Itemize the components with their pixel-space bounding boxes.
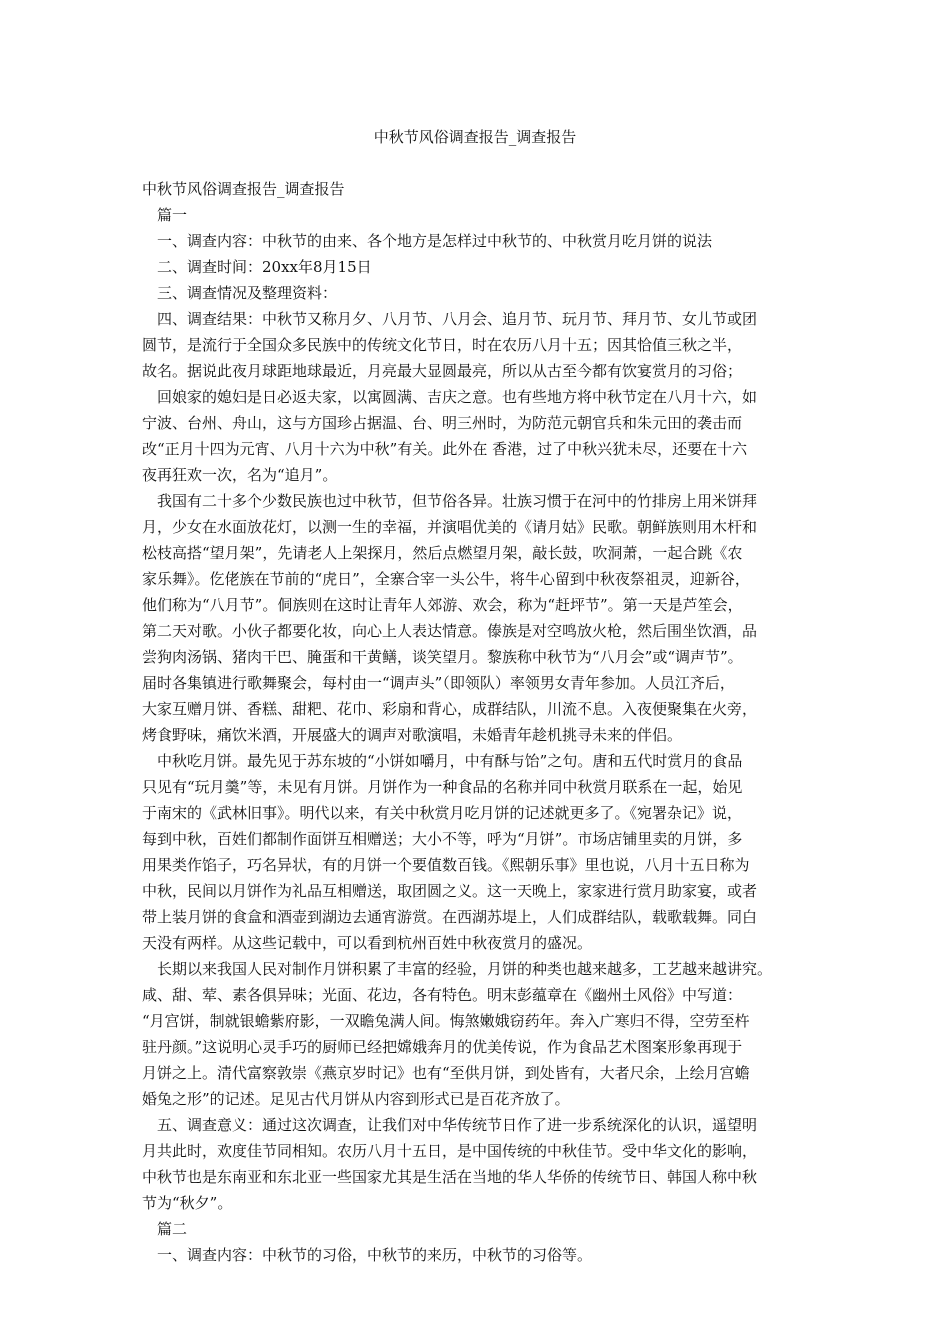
text-line: 二、调查时间：20xx年8月15日 bbox=[142, 258, 372, 276]
text-line: 他们称为“八月节”。侗族则在这时让青年人郊游、欢会，称为“赶坪节”。第一天是芦笙会， bbox=[142, 596, 743, 614]
text-line: 五、调查意义：通过这次调查，让我们对中华传统节日作了进一步系统深化的认识，遥望明 bbox=[142, 1116, 758, 1134]
document-title: 中秋节风俗调查报告_调查报告 bbox=[373, 128, 577, 146]
text-line: 我国有二十多个少数民族也过中秋节，但节俗各异。壮族习惯于在河中的竹排房上用米饼拜 bbox=[142, 492, 758, 510]
text-line: 带上装月饼的食盒和酒壶到湖边去通宵游赏。在西湖苏堤上，人们成群结队，载歌载舞。同白 bbox=[142, 908, 758, 926]
text-line: 夜再狂欢一次，名为“追月”。 bbox=[142, 466, 338, 484]
text-line: 中秋，民间以月饼作为礼品互相赠送，取团圆之义。这一天晚上，家家进行赏月助家宴，或者 bbox=[142, 882, 758, 900]
text-line: 家乐舞》。仡佬族在节前的“虎日”，全寨合宰一头公牛，将牛心留到中秋夜祭祖灵，迎新谷， bbox=[142, 570, 750, 588]
text-line: 长期以来我国人民对制作月饼积累了丰富的经验，月饼的种类也越来越多，工艺越来越讲究。 bbox=[142, 960, 773, 978]
text-line: 第二天对歌。小伙子都要化妆，向心上人表达情意。傣族是对空鸣放火枪，然后围坐饮酒，品 bbox=[142, 622, 758, 640]
text-line: 咸、甜、荤、素各俱异味；光面、花边，各有特色。明末彭蕴章在《幽州土风俗》中写道： bbox=[142, 986, 743, 1004]
text-line: 婚兔之形”的记述。足见古代月饼从内容到形式已是百花齐放了。 bbox=[142, 1090, 570, 1108]
text-line: 月，少女在水面放花灯，以测一生的幸福，并演唱优美的《请月姑》民歌。朝鲜族则用木杆和 bbox=[142, 518, 758, 536]
text-line: 宁波、台州、舟山，这与方国珍占据温、台、明三州时，为防范元朝官兵和朱元田的袭击而 bbox=[142, 414, 743, 432]
text-line: 大家互赠月饼、香糕、甜粑、花巾、彩扇和背心，成群结队，川流不息。入夜便聚集在火旁， bbox=[142, 700, 758, 718]
text-line: 一、调查内容：中秋节的由来、各个地方是怎样过中秋节的、中秋赏月吃月饼的说法 bbox=[142, 232, 713, 250]
text-line: 故名。据说此夜月球距地球最近，月亮最大显圆最亮，所以从古至今都有饮宴赏月的习俗； bbox=[142, 362, 743, 380]
text-line: 尝狗肉汤锅、猪肉干巴、腌蛋和干黄鳝，谈笑望月。黎族称中秋节为“八月会”或“调声节”。 bbox=[142, 648, 743, 666]
text-line: 用果类作馅子，巧名异状，有的月饼一个要值数百钱。《熙朝乐事》里也说，八月十五日称为 bbox=[142, 856, 750, 874]
text-line: 一、调查内容：中秋节的习俗，中秋节的来历，中秋节的习俗等。 bbox=[142, 1246, 593, 1264]
text-line: 月饼之上。清代富察敦崇《燕京岁时记》也有“至供月饼，到处皆有，大者尺余，上绘月宫蟾 bbox=[142, 1064, 750, 1082]
text-line: 中秋节也是东南亚和东北亚一些国家尤其是生活在当地的华人华侨的传统节日、韩国人称中秋 bbox=[142, 1168, 758, 1186]
text-line: 三、调查情况及整理资料： bbox=[142, 284, 338, 302]
document-body bbox=[142, 176, 808, 1268]
text-line: 只见有“玩月羹”等，未见有月饼。月饼作为一种食品的名称并同中秋赏月联系在一起，始见 bbox=[142, 778, 743, 796]
text-line: 回娘家的媳妇是日必返夫家，以寓圆满、吉庆之意。也有些地方将中秋节定在八月十六，如 bbox=[142, 388, 758, 406]
text-line: 四、调查结果：中秋节又称月夕、八月节、八月会、追月节、玩月节、拜月节、女儿节或团 bbox=[142, 310, 758, 328]
text-line: 烤食野味，痛饮米酒，开展盛大的调声对歌演唱，未婚青年趁机挑寻未来的伴侣。 bbox=[142, 726, 683, 744]
text-line: 每到中秋，百姓们都制作面饼互相赠送；大小不等，呼为“月饼”。市场店铺里卖的月饼，多 bbox=[142, 830, 743, 848]
text-line: 于南宋的《武林旧事》。明代以来，有关中秋赏月吃月饼的记述就更多了。《宛署杂记》说， bbox=[142, 804, 743, 822]
text-line: 月共此时，欢度佳节同相知。农历八月十五日，是中国传统的中秋佳节。受中华文化的影响， bbox=[142, 1142, 758, 1160]
text-line: “月宫饼，制就银蟾紫府影，一双瞻兔满人间。悔煞嫩娥窃药年。奔入广寒归不得，空劳至杵 bbox=[142, 1012, 750, 1030]
text-line: 改“正月十四为元宵、八月十六为中秋”有关。此外在 香港，过了中秋兴犹未尽，还要在十六 bbox=[142, 440, 748, 458]
text-line: 松枝高搭“望月架”，先请老人上架探月，然后点燃望月架，敲长鼓，吹洞萧，一起合跳《农 bbox=[142, 544, 743, 562]
text-line: 圆节，是流行于全国众多民族中的传统文化节日，时在农历八月十五；因其恰值三秋之半， bbox=[142, 336, 743, 354]
text-line: 届时各集镇进行歌舞聚会，每村由一“调声头”（即领队）率领男女青年参加。人员江齐后， bbox=[142, 674, 735, 692]
text-line: 节为“秋夕”。 bbox=[142, 1194, 233, 1212]
text-line: 中秋节风俗调查报告_调查报告 bbox=[142, 180, 345, 198]
text-line: 篇一 bbox=[142, 206, 188, 224]
text-line: 中秋吃月饼。最先见于苏东坡的“小饼如嚼月，中有酥与饴”之句。唐和五代时赏月的食品 bbox=[142, 752, 743, 770]
text-line: 驻丹颜。”这说明心灵手巧的厨师已经把嫦娥奔月的优美传说，作为食品艺术图案形象再现于 bbox=[142, 1038, 743, 1056]
text-line: 篇二 bbox=[142, 1220, 188, 1238]
text-line: 天没有两样。从这些记载中，可以看到杭州百姓中秋夜赏月的盛况。 bbox=[142, 934, 593, 952]
